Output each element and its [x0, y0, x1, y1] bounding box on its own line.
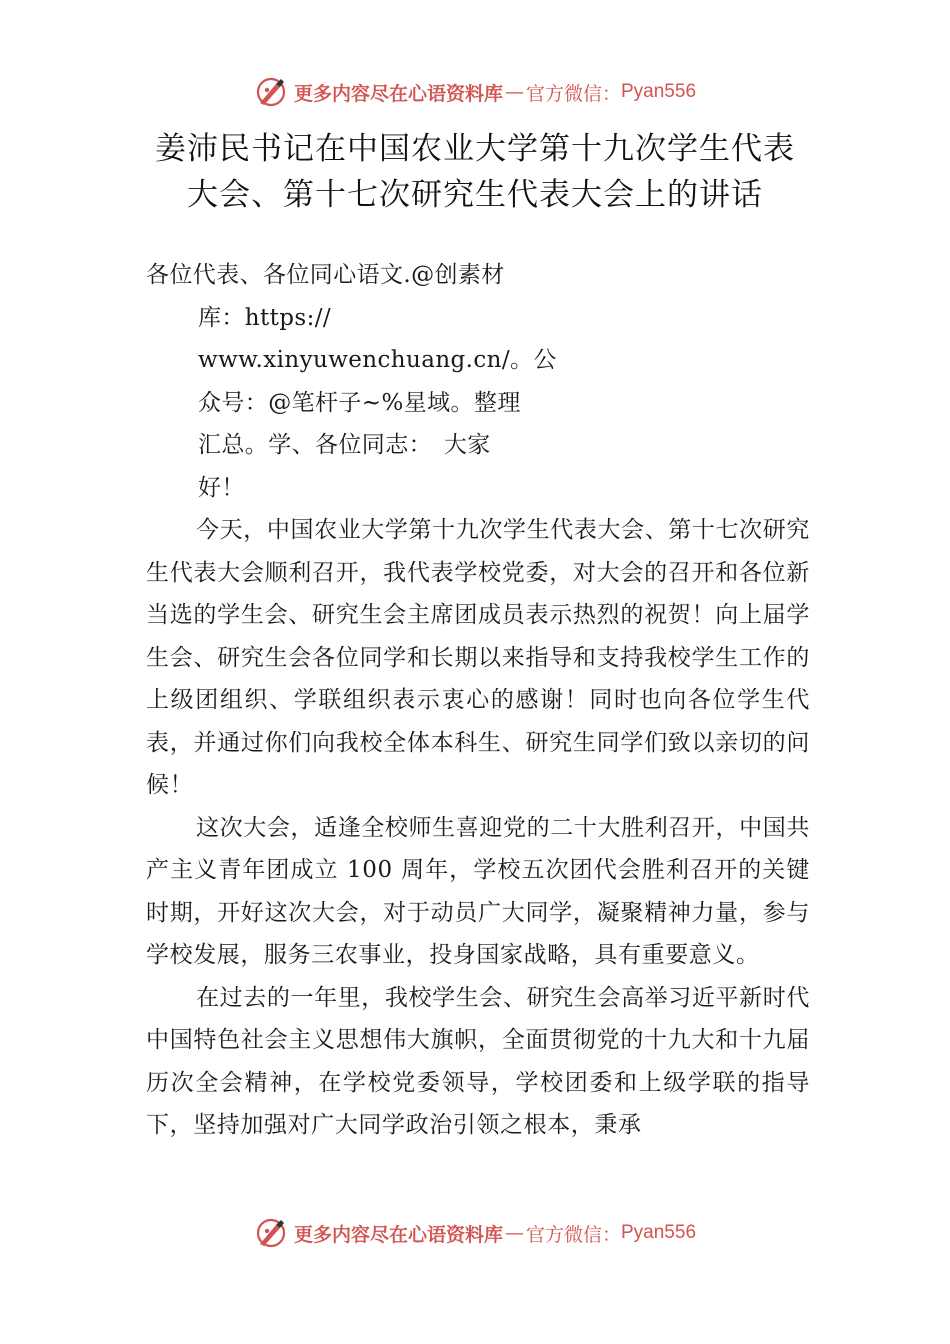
- header-banner: [0, 72, 950, 112]
- greeting-line: 库：https://: [198, 304, 332, 331]
- paragraph: 这次大会，适逢全校师生喜迎党的二十大胜利召开，中国共产主义青年团成立 100 周年，学校五次团代会胜利召开的关键时期，开好这次大会，对于动员广大同学，凝聚精神力量，参与学校发展，服务三农事业，投身国家战略，具有重要意义。: [146, 814, 810, 968]
- title-line-2: 大会、第十七次研究生代表大会上的讲话: [187, 177, 763, 213]
- banner-wechat-handle: Pyan556: [621, 1222, 697, 1243]
- greeting-line: 众号：@笔杆子~%星域。整理: [198, 389, 521, 416]
- banner-wechat-handle: Pyan556: [621, 81, 697, 102]
- pen-logo-icon: [254, 1216, 288, 1250]
- greeting-line: 各位代表、各位同心语文.@创素材: [146, 262, 505, 288]
- paragraph: 在过去的一年里，我校学生会、研究生会高举习近平新时代中国特色社会主义思想伟大旗帜，全面贯彻党的十九大和十九届历次全会精神，在学校党委领导，学校团委和上级学联的指导下，坚持加强对广大同学政治引领之根本，秉承: [146, 984, 810, 1138]
- title-line-1: 姜沛民书记在中国农业大学第十九次学生代表: [155, 131, 795, 167]
- banner-wechat-label: 官方微信：: [525, 82, 621, 105]
- banner-brand-text: 更多内容尽在心语资料库: [293, 1223, 503, 1246]
- document-title: [0, 126, 950, 218]
- greeting-line: 好！: [198, 474, 245, 501]
- banner-wechat-label: 官方微信：: [525, 1223, 621, 1246]
- banner-dash: —: [504, 81, 524, 103]
- document-body: [146, 254, 810, 1147]
- greeting-line: 汇总。学、各位同志： 大家: [198, 432, 491, 458]
- banner-brand-text: 更多内容尽在心语资料库: [293, 82, 503, 105]
- pen-logo-icon: [254, 75, 288, 109]
- paragraph: 今天，中国农业大学第十九次学生代表大会、第十七次研究生代表大会顺利召开，我代表学校党委，对大会的召开和各位新当选的学生会、研究生会主席团成员表示热烈的祝贺！向上届学生会、研究生会各位同学和长期以来指导和支持我校学生工作的上级团组织、学联组织表示衷心的感谢！同时也向各位学生代表，并通过你们向我校全体本科生、研究生同学们致以亲切的问候！: [146, 517, 810, 798]
- footer-banner: [0, 1213, 950, 1253]
- greeting-line: www.xinyuwenchuang.cn/。公: [198, 347, 557, 373]
- banner-dash: —: [504, 1222, 524, 1244]
